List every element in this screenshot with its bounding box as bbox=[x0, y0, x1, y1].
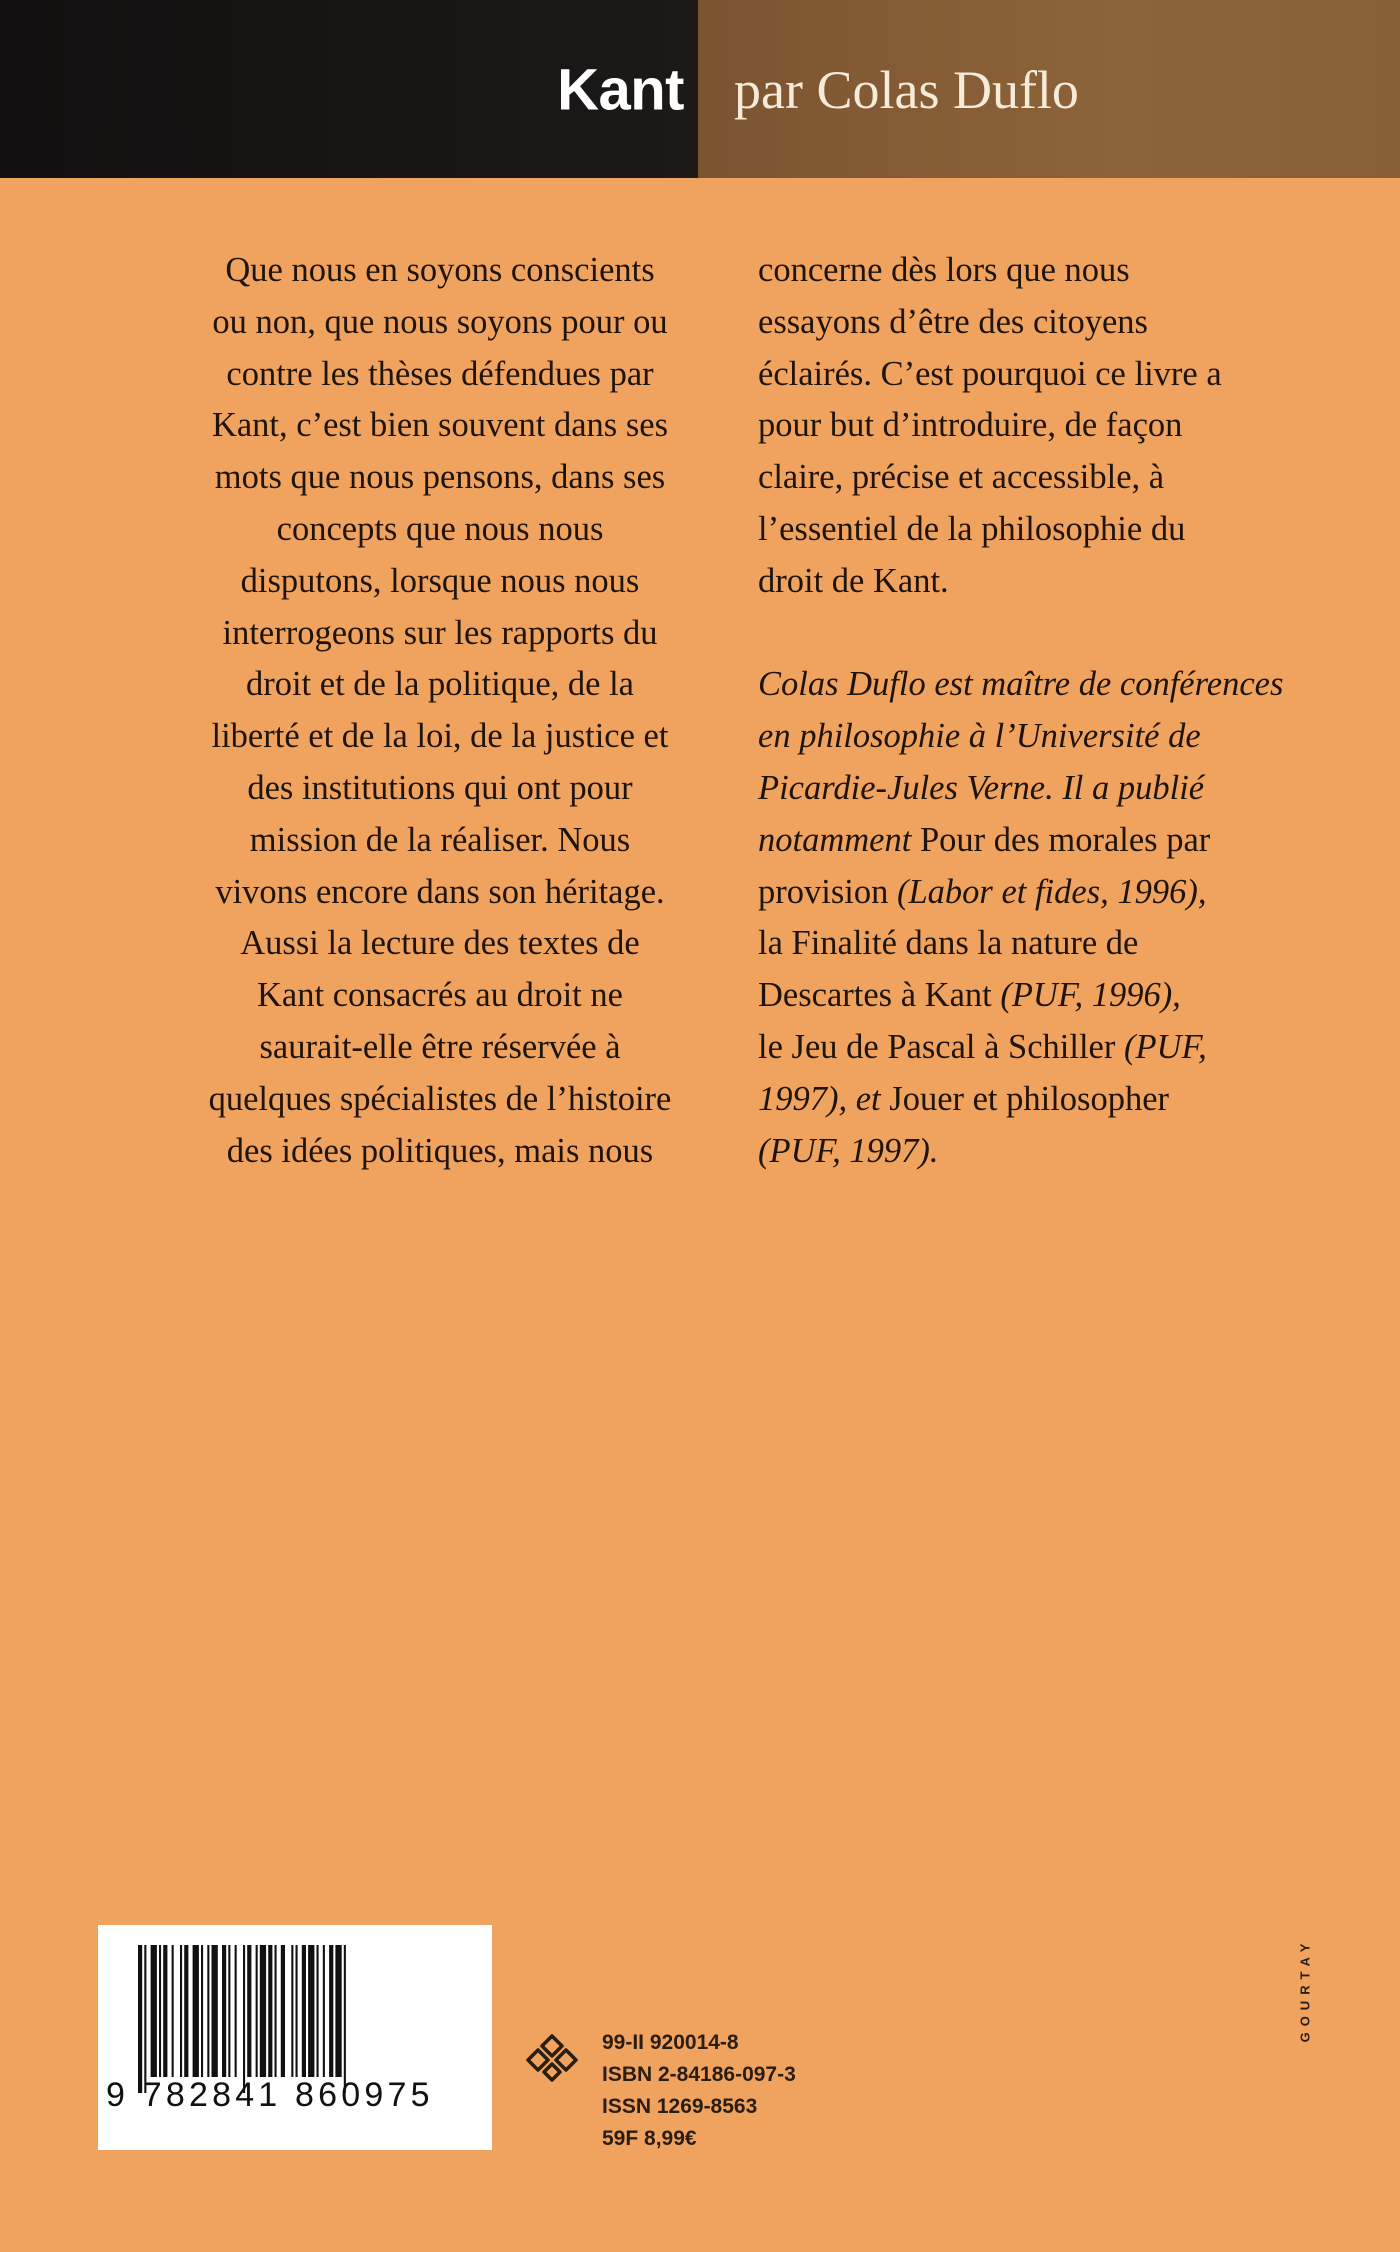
publisher-ref: (PUF, 1996), bbox=[1000, 976, 1181, 1015]
bio-line: la Finalité dans la nature de bbox=[758, 924, 1139, 963]
barcode-bar bbox=[193, 1945, 199, 2077]
text-line: contre les thèses défendues par bbox=[226, 354, 654, 393]
text-line: ou non, que nous soyons pour ou bbox=[212, 302, 668, 341]
barcode-bar bbox=[207, 1945, 209, 2077]
barcode-bar bbox=[256, 1945, 258, 2077]
barcode-bar bbox=[291, 1945, 293, 2077]
bio-line: Picardie-Jules Verne. Il a publié bbox=[758, 768, 1205, 807]
barcode-bar bbox=[308, 1945, 314, 2077]
barcode-bar bbox=[144, 1945, 146, 2093]
bio-line: (PUF, 1997). bbox=[758, 1131, 939, 1170]
text-line: interrogeons sur les rapports du bbox=[222, 613, 658, 652]
publisher-logo-icon bbox=[524, 2030, 580, 2086]
text-line: mission de la réaliser. Nous bbox=[249, 820, 631, 859]
barcode-bar bbox=[344, 1945, 346, 2093]
barcode bbox=[98, 1925, 492, 2150]
text-line: des institutions qui ont pour bbox=[247, 768, 633, 807]
bio-line bbox=[758, 1022, 1278, 1074]
text-line: Aussi la lecture des textes de bbox=[240, 924, 640, 963]
text-line: mots que nous pensons, dans ses bbox=[214, 458, 666, 497]
barcode-bar bbox=[260, 1945, 266, 2077]
text-line: droit et de la politique, de la bbox=[245, 665, 634, 704]
barcode-bar bbox=[201, 1945, 203, 2077]
barcode-bar bbox=[323, 1945, 325, 2077]
barcode-bar bbox=[275, 1945, 277, 2077]
barcode-bar bbox=[228, 1945, 230, 2077]
text-line: disputons, lorsque nous nous bbox=[240, 561, 640, 600]
barcode-bar bbox=[281, 1945, 285, 2077]
publication-info bbox=[602, 2027, 796, 2155]
barcode-bar bbox=[329, 1945, 333, 2077]
header-brown-band bbox=[698, 0, 1400, 178]
text-line: quelques spécialistes de l’histoire bbox=[208, 1079, 672, 1118]
barcode-bar bbox=[212, 1945, 218, 2077]
book-title: Kant bbox=[557, 57, 684, 123]
text-line: des idées politiques, mais nous bbox=[226, 1131, 654, 1170]
book-title-ref: provision bbox=[758, 872, 897, 911]
bio-line bbox=[758, 970, 1278, 1022]
book-title-ref: le Jeu de Pascal à Schiller bbox=[758, 1027, 1124, 1066]
bio-line bbox=[758, 1074, 1278, 1126]
bio-line bbox=[758, 815, 1278, 867]
bio-line bbox=[758, 867, 1278, 919]
text-line: concerne dès lors que nous bbox=[758, 251, 1130, 289]
text-line: essayons d’être des citoyens bbox=[758, 302, 1148, 341]
text-line: éclairés. C’est pourquoi ce livre a bbox=[758, 354, 1222, 393]
barcode-bar bbox=[138, 1945, 142, 2093]
bio-line: en philosophie à l’Université de bbox=[758, 717, 1201, 756]
header-dark-band bbox=[0, 0, 698, 178]
book-title-ref: Jouer et philosopher bbox=[880, 1079, 1170, 1118]
publisher-ref: (Labor et fides, 1996), bbox=[896, 872, 1207, 911]
publisher-ref: 1997), et bbox=[758, 1079, 881, 1118]
publisher-ref: (PUF, bbox=[1123, 1027, 1207, 1066]
barcode-bar bbox=[184, 1945, 188, 2077]
barcode-bar bbox=[172, 1945, 174, 2077]
barcode-bar bbox=[159, 1945, 161, 2077]
text-line: droit de Kant. bbox=[758, 561, 949, 600]
barcode-bar bbox=[335, 1945, 341, 2077]
text-line: l’essentiel de la philosophie du bbox=[758, 509, 1186, 548]
text-line: saurait-elle être réservée à bbox=[259, 1027, 621, 1066]
bio-italic: notamment bbox=[758, 820, 912, 859]
book-title-ref: Pour des morales par bbox=[911, 820, 1211, 859]
barcode-bar bbox=[317, 1945, 319, 2077]
text-line: vivons encore dans son héritage. bbox=[215, 872, 665, 911]
text-line: liberté et de la loi, de la justice et bbox=[211, 717, 669, 756]
barcode-bar bbox=[235, 1945, 237, 2077]
barcode-bar bbox=[296, 1945, 298, 2077]
blurb-right-column bbox=[758, 245, 1284, 1177]
book-title-ref: Descartes à Kant bbox=[758, 976, 1001, 1015]
barcode-bar bbox=[163, 1945, 167, 2077]
book-author: par Colas Duflo bbox=[734, 60, 1079, 120]
barcode-bar bbox=[180, 1945, 182, 2077]
barcode-bar bbox=[151, 1945, 157, 2077]
text-line: Que nous en soyons conscients bbox=[225, 251, 655, 289]
barcode-bar bbox=[243, 1945, 245, 2093]
text-line: concepts que nous nous bbox=[276, 509, 604, 548]
text-line: Kant consacrés au droit ne bbox=[257, 976, 623, 1015]
blurb-left-column bbox=[180, 245, 700, 1177]
barcode-bar bbox=[302, 1945, 306, 2077]
barcode-bar bbox=[222, 1945, 226, 2077]
barcode-bar bbox=[268, 1945, 272, 2077]
barcode-bars bbox=[98, 1925, 492, 2150]
catalog-code: 99-II 920014-8 bbox=[602, 2031, 739, 2054]
isbn: ISBN 2-84186-097-3 bbox=[602, 2063, 796, 2086]
paragraph-gap bbox=[758, 608, 1278, 660]
barcode-number: 9 782841 860975 bbox=[106, 2076, 434, 2114]
cover-header bbox=[0, 0, 1400, 178]
price: 59F 8,99€ bbox=[602, 2127, 697, 2150]
text-line: pour but d’introduire, de façon bbox=[758, 406, 1183, 445]
author-bio bbox=[758, 659, 1284, 1177]
issn: ISSN 1269-8563 bbox=[602, 2095, 758, 2118]
barcode-bar bbox=[247, 1945, 251, 2077]
text-line: claire, précise et accessible, à bbox=[758, 458, 1165, 497]
text-line: Kant, c’est bien souvent dans ses bbox=[211, 406, 669, 445]
designer-credit: GOURTAY bbox=[1297, 1937, 1313, 2043]
bio-line: Colas Duflo est maître de conférences bbox=[758, 665, 1284, 704]
